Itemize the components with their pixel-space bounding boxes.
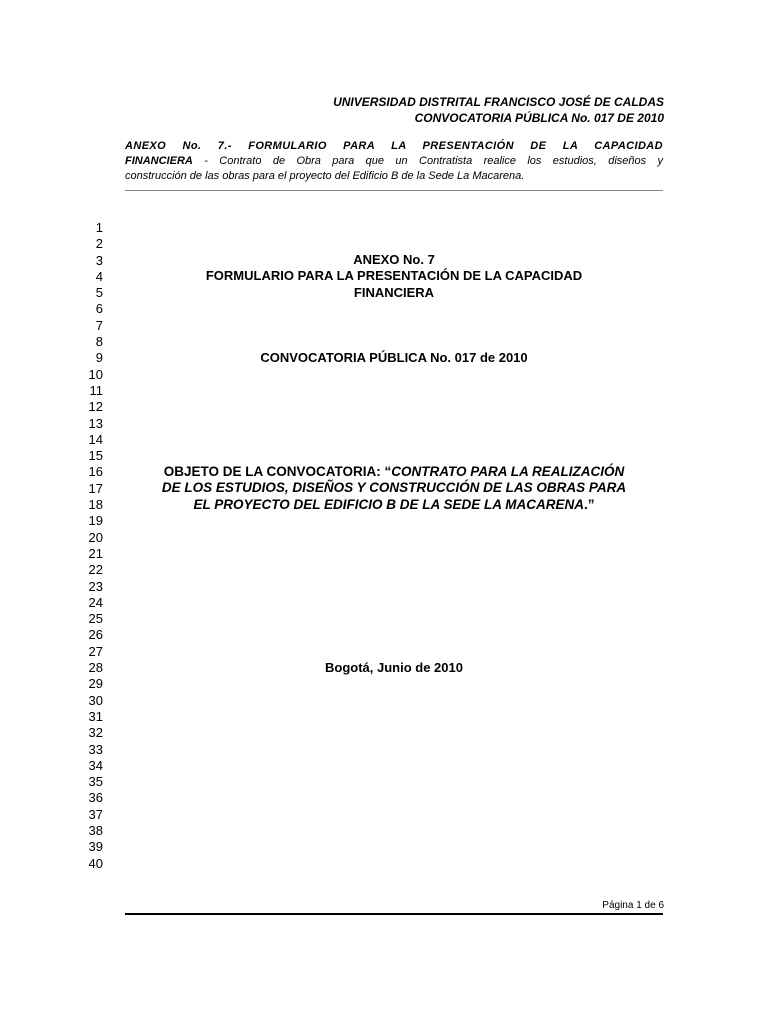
line-number: 15 bbox=[88, 448, 103, 464]
line-number: 35 bbox=[88, 774, 103, 790]
line-number: 33 bbox=[88, 741, 103, 757]
annex-title bbox=[125, 252, 663, 301]
line-number: 20 bbox=[88, 529, 103, 545]
line-number: 26 bbox=[88, 627, 103, 643]
annex-intro-line3: construcción de las obras para el proyecto del Edificio B de la Sede La Macarena. bbox=[125, 170, 525, 182]
line-number: 14 bbox=[88, 431, 103, 447]
header-call: CONVOCATORIA PÚBLICA No. 017 DE 2010 bbox=[414, 111, 664, 125]
line-number-column bbox=[70, 220, 103, 872]
line-number: 22 bbox=[88, 562, 103, 578]
line-number: 40 bbox=[88, 855, 103, 871]
line-number: 5 bbox=[95, 285, 103, 301]
line-number: 17 bbox=[88, 480, 103, 496]
annex-intro-line1: ANEXO No. 7.- FORMULARIO PARA LA PRESENTACIÓN DE LA CAPACIDAD bbox=[125, 140, 663, 152]
annex-intro-line2 bbox=[125, 154, 663, 169]
line-number: 27 bbox=[88, 643, 103, 659]
line-number: 12 bbox=[88, 399, 103, 415]
place-date: Bogotá, Junio de 2010 bbox=[325, 660, 463, 675]
line-number: 29 bbox=[88, 676, 103, 692]
line-number: 4 bbox=[95, 268, 103, 284]
line-number: 24 bbox=[88, 594, 103, 610]
line-number: 31 bbox=[88, 708, 103, 724]
annex-intro bbox=[125, 139, 663, 184]
line-number: 1 bbox=[95, 220, 103, 235]
line-number: 19 bbox=[88, 513, 103, 529]
line-number: 3 bbox=[95, 252, 103, 268]
header-university: UNIVERSIDAD DISTRITAL FRANCISCO JOSÉ DE CALDAS bbox=[333, 95, 664, 109]
line-number: 11 bbox=[89, 382, 103, 398]
objeto-label: OBJETO DE LA CONVOCATORIA: “ bbox=[163, 464, 392, 479]
objeto-line3 bbox=[125, 497, 663, 513]
line-number: 10 bbox=[88, 366, 103, 382]
line-number: 37 bbox=[88, 806, 103, 822]
footer-divider bbox=[125, 913, 663, 915]
line-number: 2 bbox=[95, 236, 103, 252]
convocatoria-title: CONVOCATORIA PÚBLICA No. 017 de 2010 bbox=[260, 350, 528, 365]
line-number: 25 bbox=[88, 611, 103, 627]
objeto-block bbox=[125, 464, 663, 513]
line-number: 39 bbox=[88, 839, 103, 855]
objeto-text-2: DE LOS ESTUDIOS, DISEÑOS Y CONSTRUCCIÓN DE LAS OBRAS PARA bbox=[161, 480, 627, 496]
annex-title-line3: FINANCIERA bbox=[353, 284, 435, 300]
line-number: 13 bbox=[88, 415, 103, 431]
objeto-line1 bbox=[125, 464, 663, 480]
page-number: Página 1 de 6 bbox=[602, 900, 664, 911]
line-number: 30 bbox=[88, 692, 103, 708]
line-number: 8 bbox=[95, 334, 103, 350]
line-number: 34 bbox=[88, 757, 103, 773]
line-number: 16 bbox=[88, 464, 103, 480]
line-number: 9 bbox=[95, 350, 103, 366]
annex-title-line2: FORMULARIO PARA LA PRESENTACIÓN DE LA CAPACIDAD bbox=[205, 268, 583, 284]
line-number: 28 bbox=[88, 660, 103, 676]
annex-intro-financiera: FINANCIERA bbox=[125, 155, 193, 167]
header-divider bbox=[125, 190, 663, 191]
line-number: 18 bbox=[88, 497, 103, 513]
annex-title-line1: ANEXO No. 7 bbox=[353, 252, 435, 267]
line-number: 32 bbox=[88, 725, 103, 741]
line-number: 36 bbox=[88, 790, 103, 806]
line-number: 7 bbox=[95, 317, 103, 333]
line-number: 6 bbox=[95, 301, 103, 317]
objeto-text-3: EL PROYECTO DEL EDIFICIO B DE LA SEDE LA MACARENA bbox=[193, 496, 585, 512]
line-number: 38 bbox=[88, 822, 103, 838]
line-number: 21 bbox=[88, 545, 103, 561]
objeto-line2 bbox=[125, 480, 663, 496]
objeto-text-1: CONTRATO PARA LA REALIZACIÓN bbox=[391, 464, 625, 479]
annex-intro-line2-rest: - Contrato de Obra para que un Contratista realice los estudios, diseños y bbox=[192, 155, 663, 167]
objeto-closing: .” bbox=[584, 496, 595, 512]
line-number: 23 bbox=[88, 578, 103, 594]
